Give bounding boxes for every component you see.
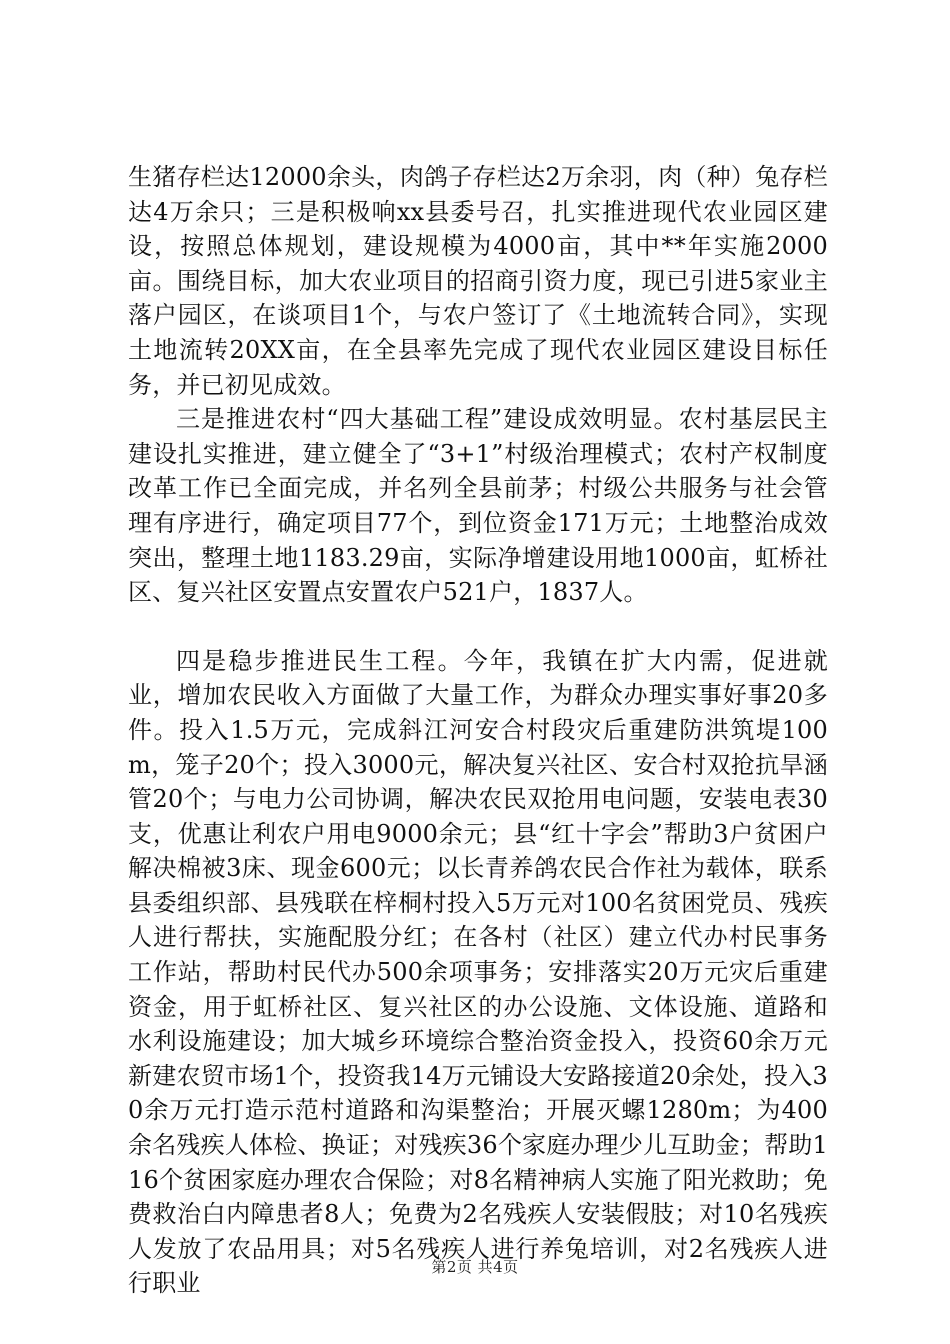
paragraph-continued: 生猪存栏达12000余头，肉鸽子存栏达2万余羽，肉（种）兔存栏达4万余只；三是积极响xx县委号召，扎实推进现代农业园区建设，按照总体规划，建设规模为4000亩，其中**年实施2000亩。围绕目标，加大农业项目的招商引资力度，现已引进5家业主落户园区，在谈项目1个，与农户签订了《土地流转合同》，实现土地流转20XX亩，在全县率先完成了现代农业园区建设目标任务，并已初见成效。 — [128, 163, 828, 399]
body-text — [128, 160, 828, 1301]
paragraph-infrastructure: 三是推进农村“四大基础工程”建设成效明显。农村基层民主建设扎实推进，建立健全了“3+1”村级治理模式；农村产权制度改革工作已全面完成，并名列全县前茅；村级公共服务与社会管理有序进行，确定项目77个，到位资金171万元；土地整治成效突出，整理土地1183.29亩，实际净增建设用地1000亩，虹桥社区、复兴社区安置点安置农户521户，1837人。 — [128, 405, 828, 607]
paragraph-livelihood: 四是稳步推进民生工程。今年，我镇在扩大内需，促进就业，增加农民收入方面做了大量工作，为群众办理实事好事20多件。投入1.5万元，完成斜江河安合村段灾后重建防洪筑堤100m，笼子20个；投入3000元，解决复兴社区、安合村双抢抗旱涵管20个；与电力公司协调，解决农民双抢用电问题，安装电表30支，优惠让利农户用电9000余元；县“红十字会”帮助3户贫困户解决棉被3床、现金600元；以长青养鸽农民合作社为载体，联系县委组织部、县残联在梓桐村投入5万元对100名贫困党员、残疾人进行帮扶，实施配股分红；在各村（社区）建立代办村民事务工作站，帮助村民代办500余项事务；安排落实20万元灾后重建资金，用于虹桥社区、复兴社区的办公设施、文体设施、道路和水利设施建设；加大城乡环境综合整治资金投入，投资60余万元新建农贸市场1个，投资我14万元铺设大安路接道20余处，投入30余万元打造示范村道路和沟渠整治；开展灭螺1280m；为400余名残疾人体检、换证；对残疾36个家庭办理少儿互助金；帮助116个贫困家庭办理农合保险；对8名精神病人实施了阳光救助；免费救治白内障患者8人；免费为2名残疾人安装假肢；对10名残疾人发放了农品用具；对5名残疾人进行养兔培训，对2名残疾人进行职业 — [128, 646, 828, 1298]
page-number-footer: 第2页 共4页 — [431, 1258, 519, 1276]
